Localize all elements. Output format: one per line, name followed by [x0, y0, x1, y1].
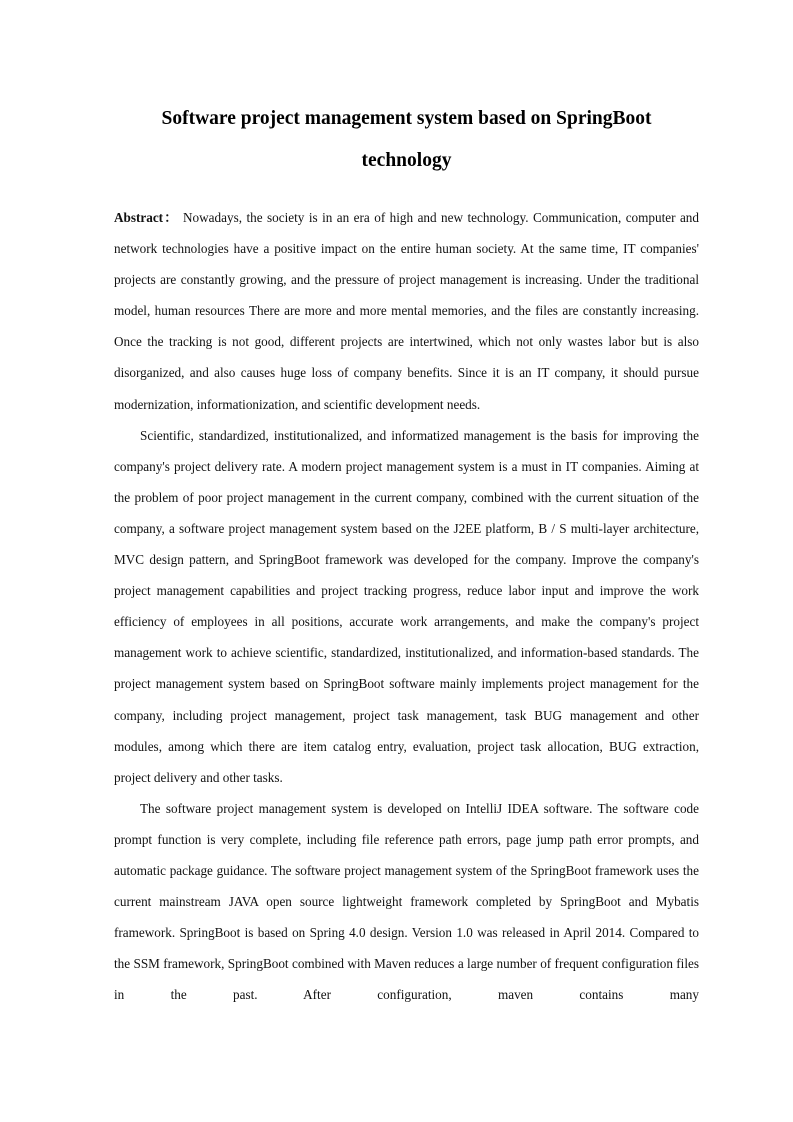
document-body — [114, 202, 699, 1010]
document-title — [114, 98, 699, 182]
abstract-label: Abstract： — [114, 210, 179, 225]
body-paragraph-3: The software project management system is developed on IntelliJ IDEA software. The software code prompt function is very complete, including file reference path errors, page jump path error prompts, and automatic package guidance. The software project management system of the SpringBoot framework uses the current mainstream JAVA open source lightweight framework completed by SpringBoot and Mybatis framework. SpringBoot is based on Spring 4.0 design. Version 1.0 was released in April 2014. Compared to the SSM framework, SpringBoot combined with Maven reduces a large number of frequent configuration files in the past. After configuration, maven contains many — [114, 800, 699, 1003]
abstract-text: Nowadays, the society is in an era of high and new technology. Communication, computer and network technologies have a positive impact on the entire human society. At the same time, IT companies' projects are constantly growing, and the pressure of project management is increasing. Under the traditional model, human resources There are more and more mental memories, and the files are constantly increasing. Once the tracking is not good, different projects are intertwined, which not only wastes labor but is also disorganized, and also causes huge loss of company benefits. Since it is an IT company, it should pursue modernization, informationization, and scientific development needs. — [114, 210, 699, 412]
abstract-paragraph — [114, 202, 699, 420]
title-line-1: Software project management system based on SpringBoot — [161, 108, 652, 129]
title-line-2: technology — [361, 150, 452, 171]
document-page — [114, 98, 699, 1010]
body-paragraph-2: Scientific, standardized, institutionalized, and informatized management is the basis for improving the company's project delivery rate. A modern project management system is a must in IT companies. Aiming at the problem of poor project management in the current company, combined with the current situation of the company, a software project management system based on the J2EE platform, B / S multi-layer architecture, MVC design pattern, and SpringBoot framework was developed for the company. Improve the company's project management capabilities and project tracking progress, reduce labor input and improve the work efficiency of employees in all positions, accurate work arrangements, and make the company's project management work to achieve scientific, standardized, institutionalized, and information-based standards. The project management system based on SpringBoot software mainly implements project management for the company, including project management, project task management, task BUG management and other modules, among which there are item catalog entry, evaluation, project task allocation, BUG extraction, project delivery and other tasks. — [114, 427, 699, 785]
